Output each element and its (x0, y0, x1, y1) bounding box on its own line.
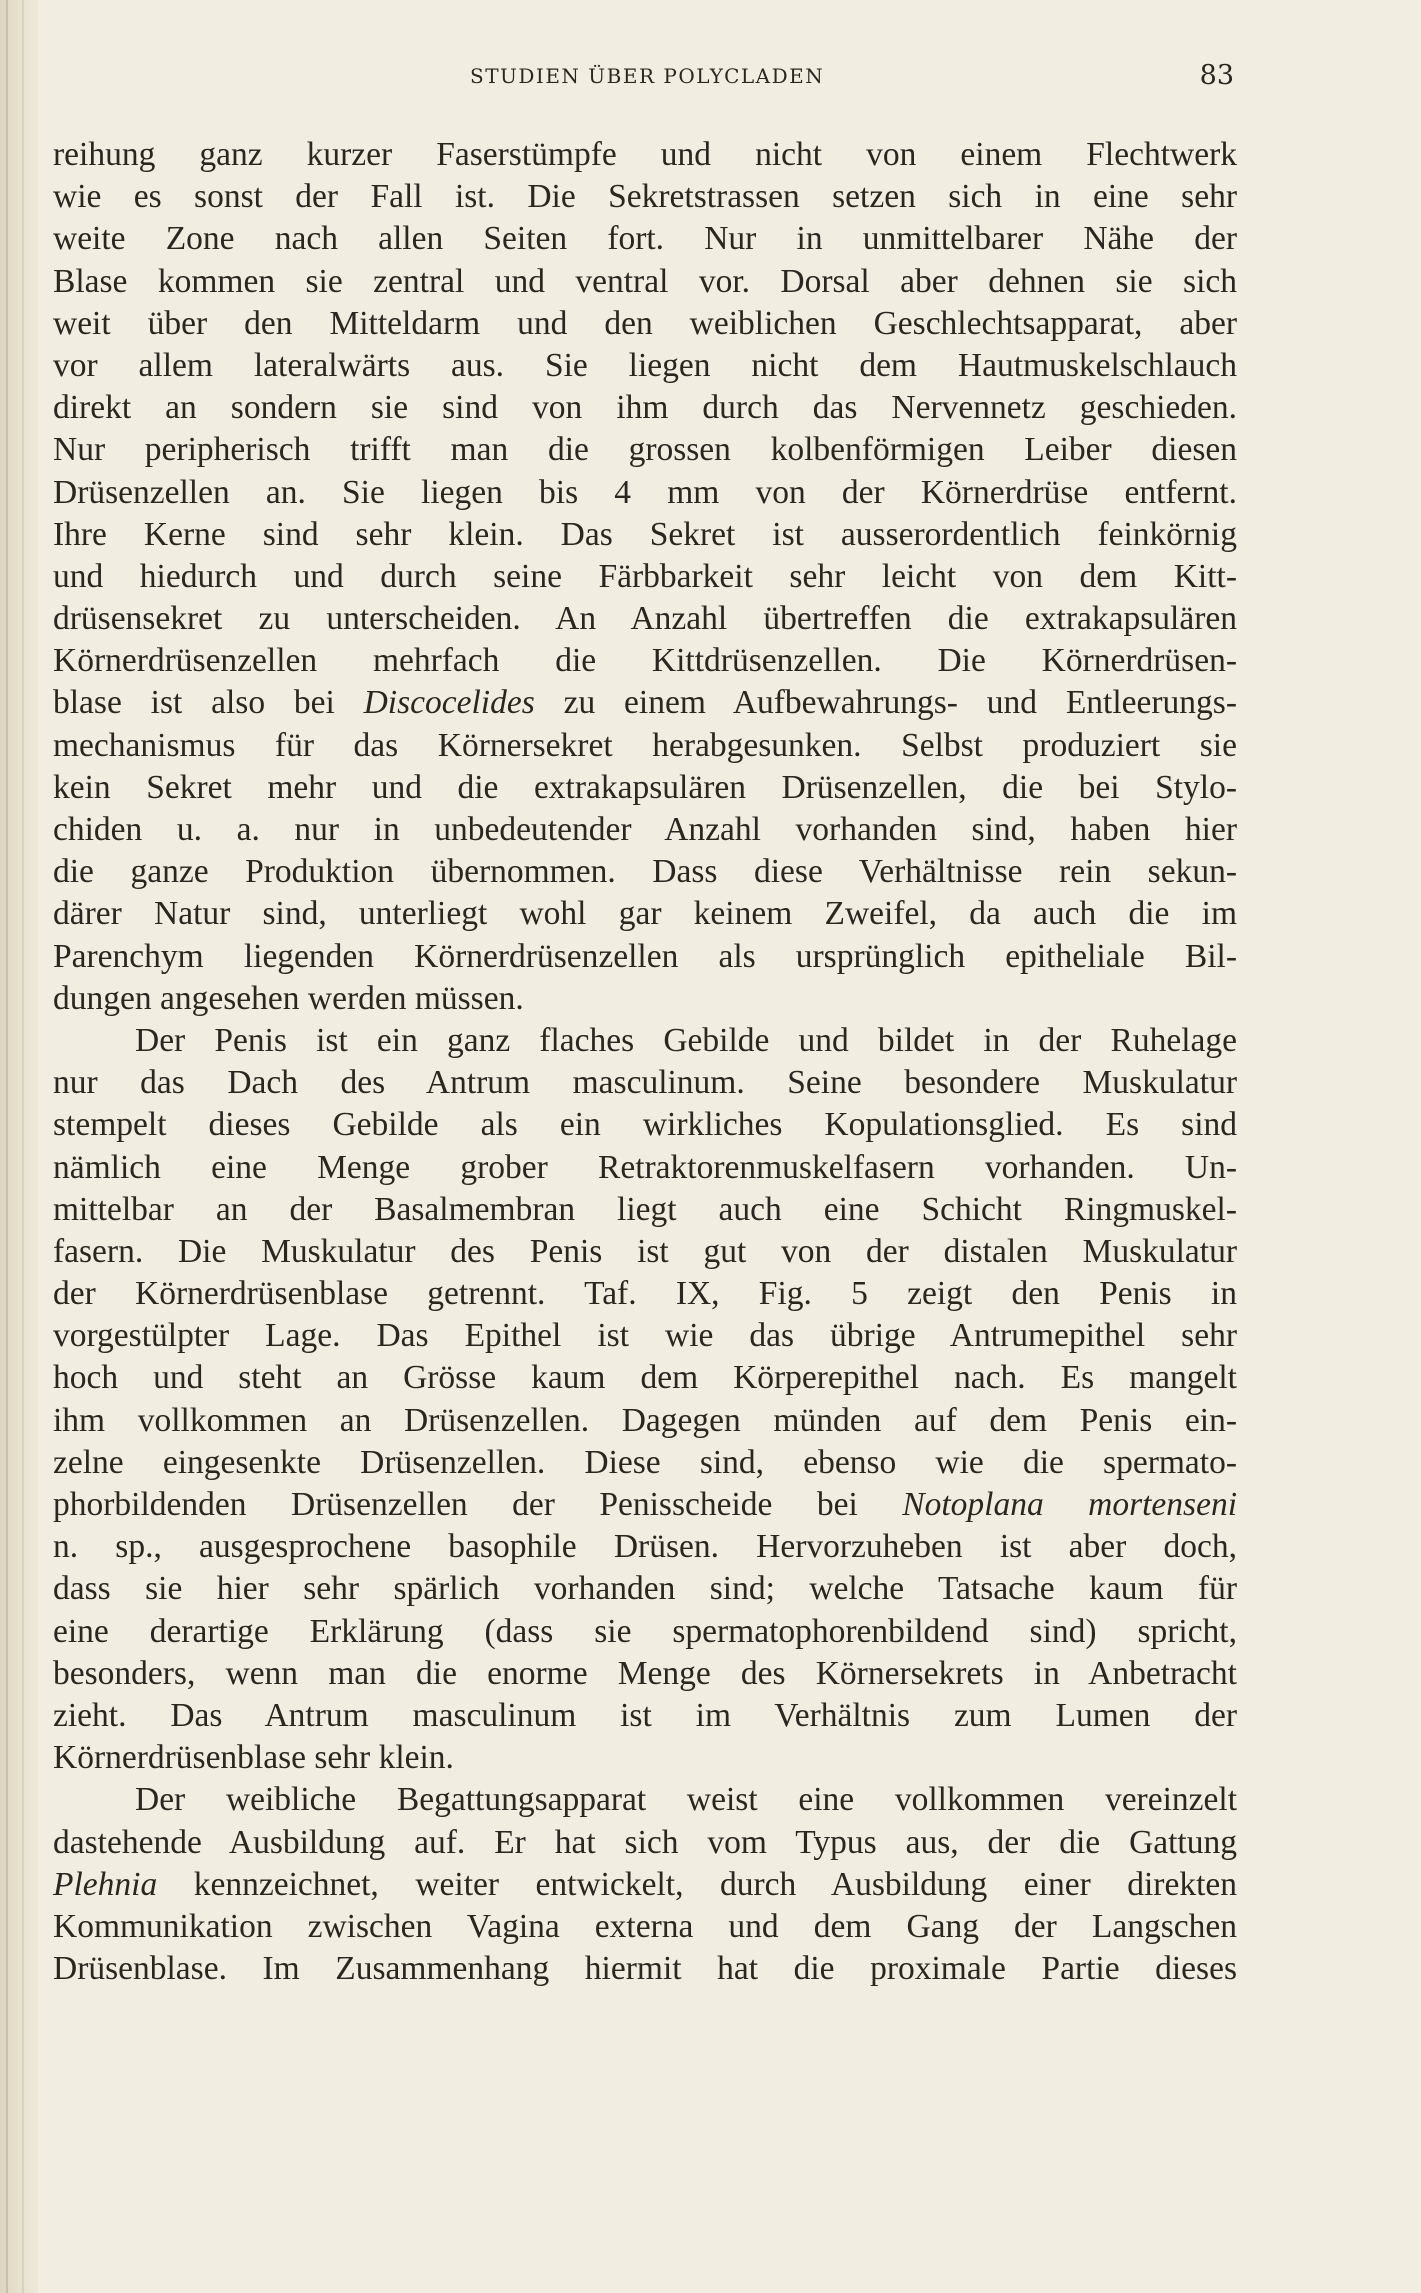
text-line (53, 1822, 1237, 1864)
italic-taxon: Discocelides (363, 684, 535, 722)
text-line (53, 387, 1237, 429)
text-run: weite Zone nach allen Seiten fort. Nur in unmittelbarer Nähe der (53, 220, 1237, 258)
text-run: nämlich eine Menge grober Retraktorenmuskelfasern vorhanden. Un- (53, 1148, 1237, 1186)
text-run: Nur peripherisch trifft man die grossen kolbenförmigen Leiber diesen (53, 431, 1237, 469)
text-run: zu einem Aufbewahrungs- und Entleerungs- (534, 684, 1237, 722)
text-run: n. sp., ausgesprochene basophile Drüsen. Hervorzuheben ist aber doch, (53, 1528, 1237, 1566)
text-line (53, 1400, 1237, 1442)
text-line (53, 1737, 1237, 1779)
text-line (53, 556, 1237, 598)
text-run: Blase kommen sie zentral und ventral vor. Dorsal aber dehnen sie sich (53, 262, 1237, 300)
page-number: 83 (1199, 60, 1234, 91)
text-line (53, 682, 1237, 724)
text-line (53, 1611, 1237, 1653)
text-run: chiden u. a. nur in unbedeutender Anzahl vorhanden sind, haben hier (53, 811, 1237, 848)
text-run: hoch und steht an Grösse kaum dem Körperepithel nach. Es mangelt (53, 1359, 1237, 1397)
text-run: fasern. Die Muskulatur des Penis ist gut von der distalen Muskulatur (53, 1232, 1237, 1270)
text-run: Drüsenzellen an. Sie liegen bis 4 mm von der Körnerdrüse entfernt. (53, 473, 1237, 511)
binding-shadow-line (22, 0, 24, 2293)
text-line (53, 1104, 1237, 1146)
text-run: Kommunikation zwischen Vagina externa und dem Gang der Langschen (53, 1907, 1237, 1945)
text-run: wie es sonst der Fall ist. Die Sekretstrassen setzen sich in eine sehr (53, 178, 1237, 216)
text-run: Ihre Kerne sind sehr klein. Das Sekret ist ausserordentlich feinkörnig (53, 515, 1237, 553)
body-text (53, 134, 1237, 1990)
text-line (53, 1779, 1237, 1821)
text-line (53, 1695, 1237, 1737)
running-head: STUDIEN ÜBER POLYCLADEN (470, 64, 825, 88)
text-run: mittelbar an der Basalmembran liegt auch eine Schicht Ringmuskel- (53, 1190, 1237, 1228)
text-line (53, 176, 1237, 218)
text-line (53, 893, 1237, 935)
text-line (53, 1864, 1237, 1906)
text-run: weit über den Mitteldarm und den weiblichen Geschlechtsapparat, aber (53, 304, 1237, 342)
text-line (53, 936, 1237, 978)
text-run: zelne eingesenkte Drüsenzellen. Diese sind, ebenso wie die spermato- (53, 1443, 1237, 1481)
text-line (53, 640, 1237, 682)
text-line (53, 1315, 1237, 1357)
text-line (53, 134, 1237, 176)
text-line (53, 1906, 1237, 1948)
page-binding-edge (0, 0, 38, 2293)
text-run: die ganze Produktion übernommen. Dass diese Verhältnisse rein sekun- (53, 853, 1237, 891)
text-line (53, 218, 1237, 260)
text-run: stempelt dieses Gebilde als ein wirkliches Kopulationsglied. Es sind (53, 1106, 1237, 1144)
text-run: und hiedurch und durch seine Färbbarkeit sehr leicht von dem Kitt- (53, 557, 1237, 595)
binding-shadow-line (6, 0, 8, 2293)
text-line (53, 345, 1237, 387)
text-line (53, 978, 1237, 1020)
text-run: Der weibliche Begattungsapparat weist eine vollkommen vereinzelt (135, 1781, 1237, 1819)
page-header (470, 60, 1234, 96)
text-line (53, 1948, 1237, 1990)
text-line (53, 1062, 1237, 1104)
text-run: därer Natur sind, unterliegt wohl gar keinem Zweifel, da auch die im (53, 895, 1237, 933)
text-line (53, 767, 1237, 809)
text-run: Körnerdrüsenblase sehr klein. (53, 1739, 454, 1777)
text-run: eine derartige Erklärung (dass sie spermatophorenbildend sind) spricht, (53, 1612, 1237, 1650)
text-run: vor allem lateralwärts aus. Sie liegen nicht dem Hautmuskelschlauch (53, 346, 1237, 384)
text-line (53, 809, 1237, 851)
italic-taxon: Notoplana mortenseni (902, 1486, 1238, 1523)
text-run: kennzeichnet, weiter entwickelt, durch Ausbildung einer direkten (157, 1865, 1237, 1903)
text-line (53, 1526, 1237, 1568)
text-line (53, 1568, 1237, 1610)
text-line (53, 1484, 1237, 1526)
text-line (53, 1020, 1237, 1062)
text-line (53, 429, 1237, 471)
italic-taxon: Plehnia (53, 1865, 158, 1903)
text-line (53, 1357, 1237, 1399)
text-run: Körnerdrüsenzellen mehrfach die Kittdrüsenzellen. Die Körnerdrüsen- (53, 642, 1237, 680)
text-run: dastehende Ausbildung auf. Er hat sich vom Typus aus, der die Gattung (53, 1823, 1237, 1861)
text-line (53, 1442, 1237, 1484)
text-run: dungen angesehen werden müssen. (53, 979, 524, 1017)
text-run: blase ist also bei (53, 684, 364, 722)
text-run: der Körnerdrüsenblase getrennt. Taf. IX, Fig. 5 zeigt den Penis in (53, 1275, 1237, 1313)
text-run: Drüsenblase. Im Zusammenhang hiermit hat die proximale Partie dieses (53, 1950, 1237, 1988)
text-run: vorgestülpter Lage. Das Epithel ist wie das übrige Antrumepithel sehr (53, 1317, 1237, 1355)
text-run: reihung ganz kurzer Faserstümpfe und nicht von einem Flechtwerk (53, 136, 1237, 173)
text-run: kein Sekret mehr und die extrakapsulären Drüsenzellen, die bei Stylo- (53, 768, 1237, 806)
text-run: zieht. Das Antrum masculinum ist im Verhältnis zum Lumen der (53, 1696, 1237, 1734)
text-run: Parenchym liegenden Körnerdrüsenzellen als ursprünglich epitheliale Bil- (53, 937, 1237, 975)
text-line (53, 725, 1237, 767)
text-line (53, 472, 1237, 514)
text-line (53, 1273, 1237, 1315)
text-run: dass sie hier sehr spärlich vorhanden sind; welche Tatsache kaum für (53, 1570, 1237, 1608)
text-run: direkt an sondern sie sind von ihm durch das Nervennetz geschieden. (53, 389, 1237, 427)
text-line (53, 1189, 1237, 1231)
text-run: besonders, wenn man die enorme Menge des Körnersekrets in Anbetracht (53, 1654, 1237, 1692)
text-run: drüsensekret zu unterscheiden. An Anzahl übertreffen die extrakapsulären (53, 600, 1237, 638)
text-line (53, 261, 1237, 303)
text-line (53, 851, 1237, 893)
text-line (53, 303, 1237, 345)
text-run: nur das Dach des Antrum masculinum. Seine besondere Muskulatur (53, 1064, 1237, 1102)
text-line (53, 598, 1237, 640)
text-run: mechanismus für das Körnersekret herabgesunken. Selbst produziert sie (53, 726, 1237, 764)
text-run: Der Penis ist ein ganz flaches Gebilde und bildet in der Ruhelage (135, 1021, 1237, 1059)
text-line (53, 1147, 1237, 1189)
text-line (53, 1231, 1237, 1273)
text-run: ihm vollkommen an Drüsenzellen. Dagegen münden auf dem Penis ein- (53, 1401, 1237, 1439)
text-line (53, 1653, 1237, 1695)
text-line (53, 514, 1237, 556)
text-run: phorbildenden Drüsenzellen der Penisscheide bei (53, 1486, 903, 1523)
